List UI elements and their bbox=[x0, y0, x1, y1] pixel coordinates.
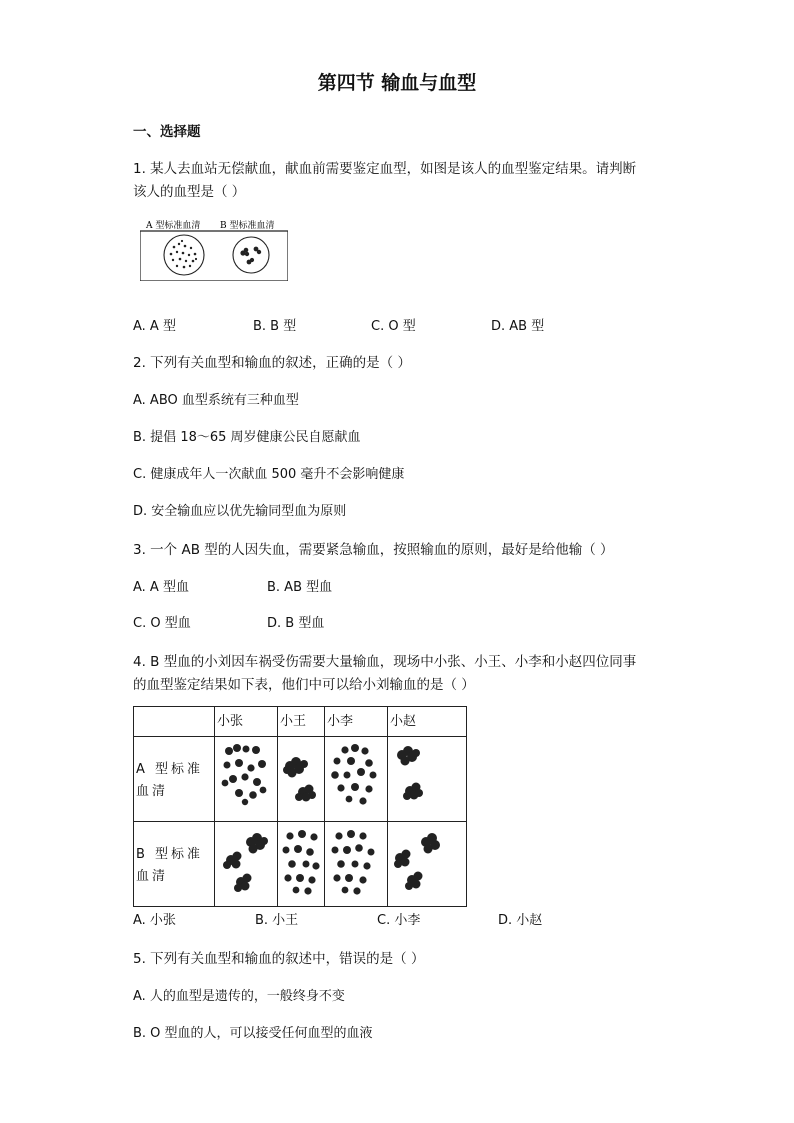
row-label-a-serum: A 型标准血清 bbox=[134, 737, 215, 822]
table-header-li: 小李 bbox=[325, 707, 388, 737]
cell-wang-b bbox=[278, 822, 325, 907]
question-3-stem: 3. 一个 AB 型的人因失血，需要紧急输血，按照输血的原则，最好是给他输（ ） bbox=[133, 542, 614, 558]
table-header-empty bbox=[134, 707, 215, 737]
q2-option-a: A. ABO 血型系统有三种血型 bbox=[133, 393, 299, 408]
section-heading: 一、选择题 bbox=[133, 124, 201, 140]
question-5-stem: 5. 下列有关血型和输血的叙述中，错误的是（ ） bbox=[133, 951, 425, 967]
table-header-zhang: 小张 bbox=[215, 707, 278, 737]
q4-option-c: C. 小李 bbox=[377, 913, 421, 928]
q1-option-b: B. B 型 bbox=[253, 319, 297, 334]
q2-option-c: C. 健康成年人一次献血 500 毫升不会影响健康 bbox=[133, 467, 405, 482]
question-1-stem-line1: 1. 某人去血站无偿献血，献血前需要鉴定血型，如图是该人的血型鉴定结果。请判断 bbox=[133, 161, 637, 177]
q3-option-c: C. O 型血 bbox=[133, 616, 191, 631]
q3-option-a: A. A 型血 bbox=[133, 580, 189, 595]
page-title: 第四节 输血与血型 bbox=[317, 72, 477, 94]
cell-li-b bbox=[325, 822, 388, 907]
q2-option-d: D. 安全输血应以优先输同型血为原则 bbox=[133, 504, 347, 519]
cell-zhang-a bbox=[215, 737, 278, 822]
table-row-a-serum bbox=[134, 737, 467, 822]
cell-wang-a bbox=[278, 737, 325, 822]
q5-option-b: B. O 型血的人，可以接受任何血型的血液 bbox=[133, 1026, 373, 1041]
question-2-stem: 2. 下列有关血型和输血的叙述，正确的是（ ） bbox=[133, 355, 411, 371]
blood-typing-table bbox=[133, 706, 467, 907]
question-4-stem-line2: 的血型鉴定结果如下表，他们中可以给小刘输血的是（ ） bbox=[133, 677, 475, 693]
question-4-stem-line1: 4. B 型血的小刘因车祸受伤需要大量输血，现场中小张、小王、小李和小赵四位同事 bbox=[133, 654, 637, 670]
figure-label-b: B 型标准血清 bbox=[220, 221, 275, 231]
q3-option-d: D. B 型血 bbox=[267, 616, 325, 631]
q3-option-b: B. AB 型血 bbox=[267, 580, 333, 595]
q4-option-b: B. 小王 bbox=[255, 913, 299, 928]
q1-option-a: A. A 型 bbox=[133, 319, 176, 334]
cell-li-a bbox=[325, 737, 388, 822]
cell-zhao-b bbox=[388, 822, 467, 907]
q4-option-a: A. 小张 bbox=[133, 913, 176, 928]
cell-zhao-a bbox=[388, 737, 467, 822]
figure-label-a: A 型标准血清 bbox=[146, 221, 201, 231]
q1-option-c: C. O 型 bbox=[371, 319, 416, 334]
cell-zhang-b bbox=[215, 822, 278, 907]
table-header-zhao: 小赵 bbox=[388, 707, 467, 737]
q2-option-b: B. 提倡 18～65 周岁健康公民自愿献血 bbox=[133, 430, 361, 445]
row-label-b-serum: B 型标准血清 bbox=[134, 822, 215, 907]
q4-option-d: D. 小赵 bbox=[498, 913, 543, 928]
question-1-stem-line2: 该人的血型是（ ） bbox=[133, 184, 246, 200]
table-row-b-serum bbox=[134, 822, 467, 907]
q5-option-a: A. 人的血型是遗传的，一般终身不变 bbox=[133, 989, 345, 1004]
q1-option-d: D. AB 型 bbox=[491, 319, 545, 334]
table-header-row bbox=[134, 707, 467, 737]
table-header-wang: 小王 bbox=[278, 707, 325, 737]
blood-typing-figure bbox=[140, 213, 288, 281]
